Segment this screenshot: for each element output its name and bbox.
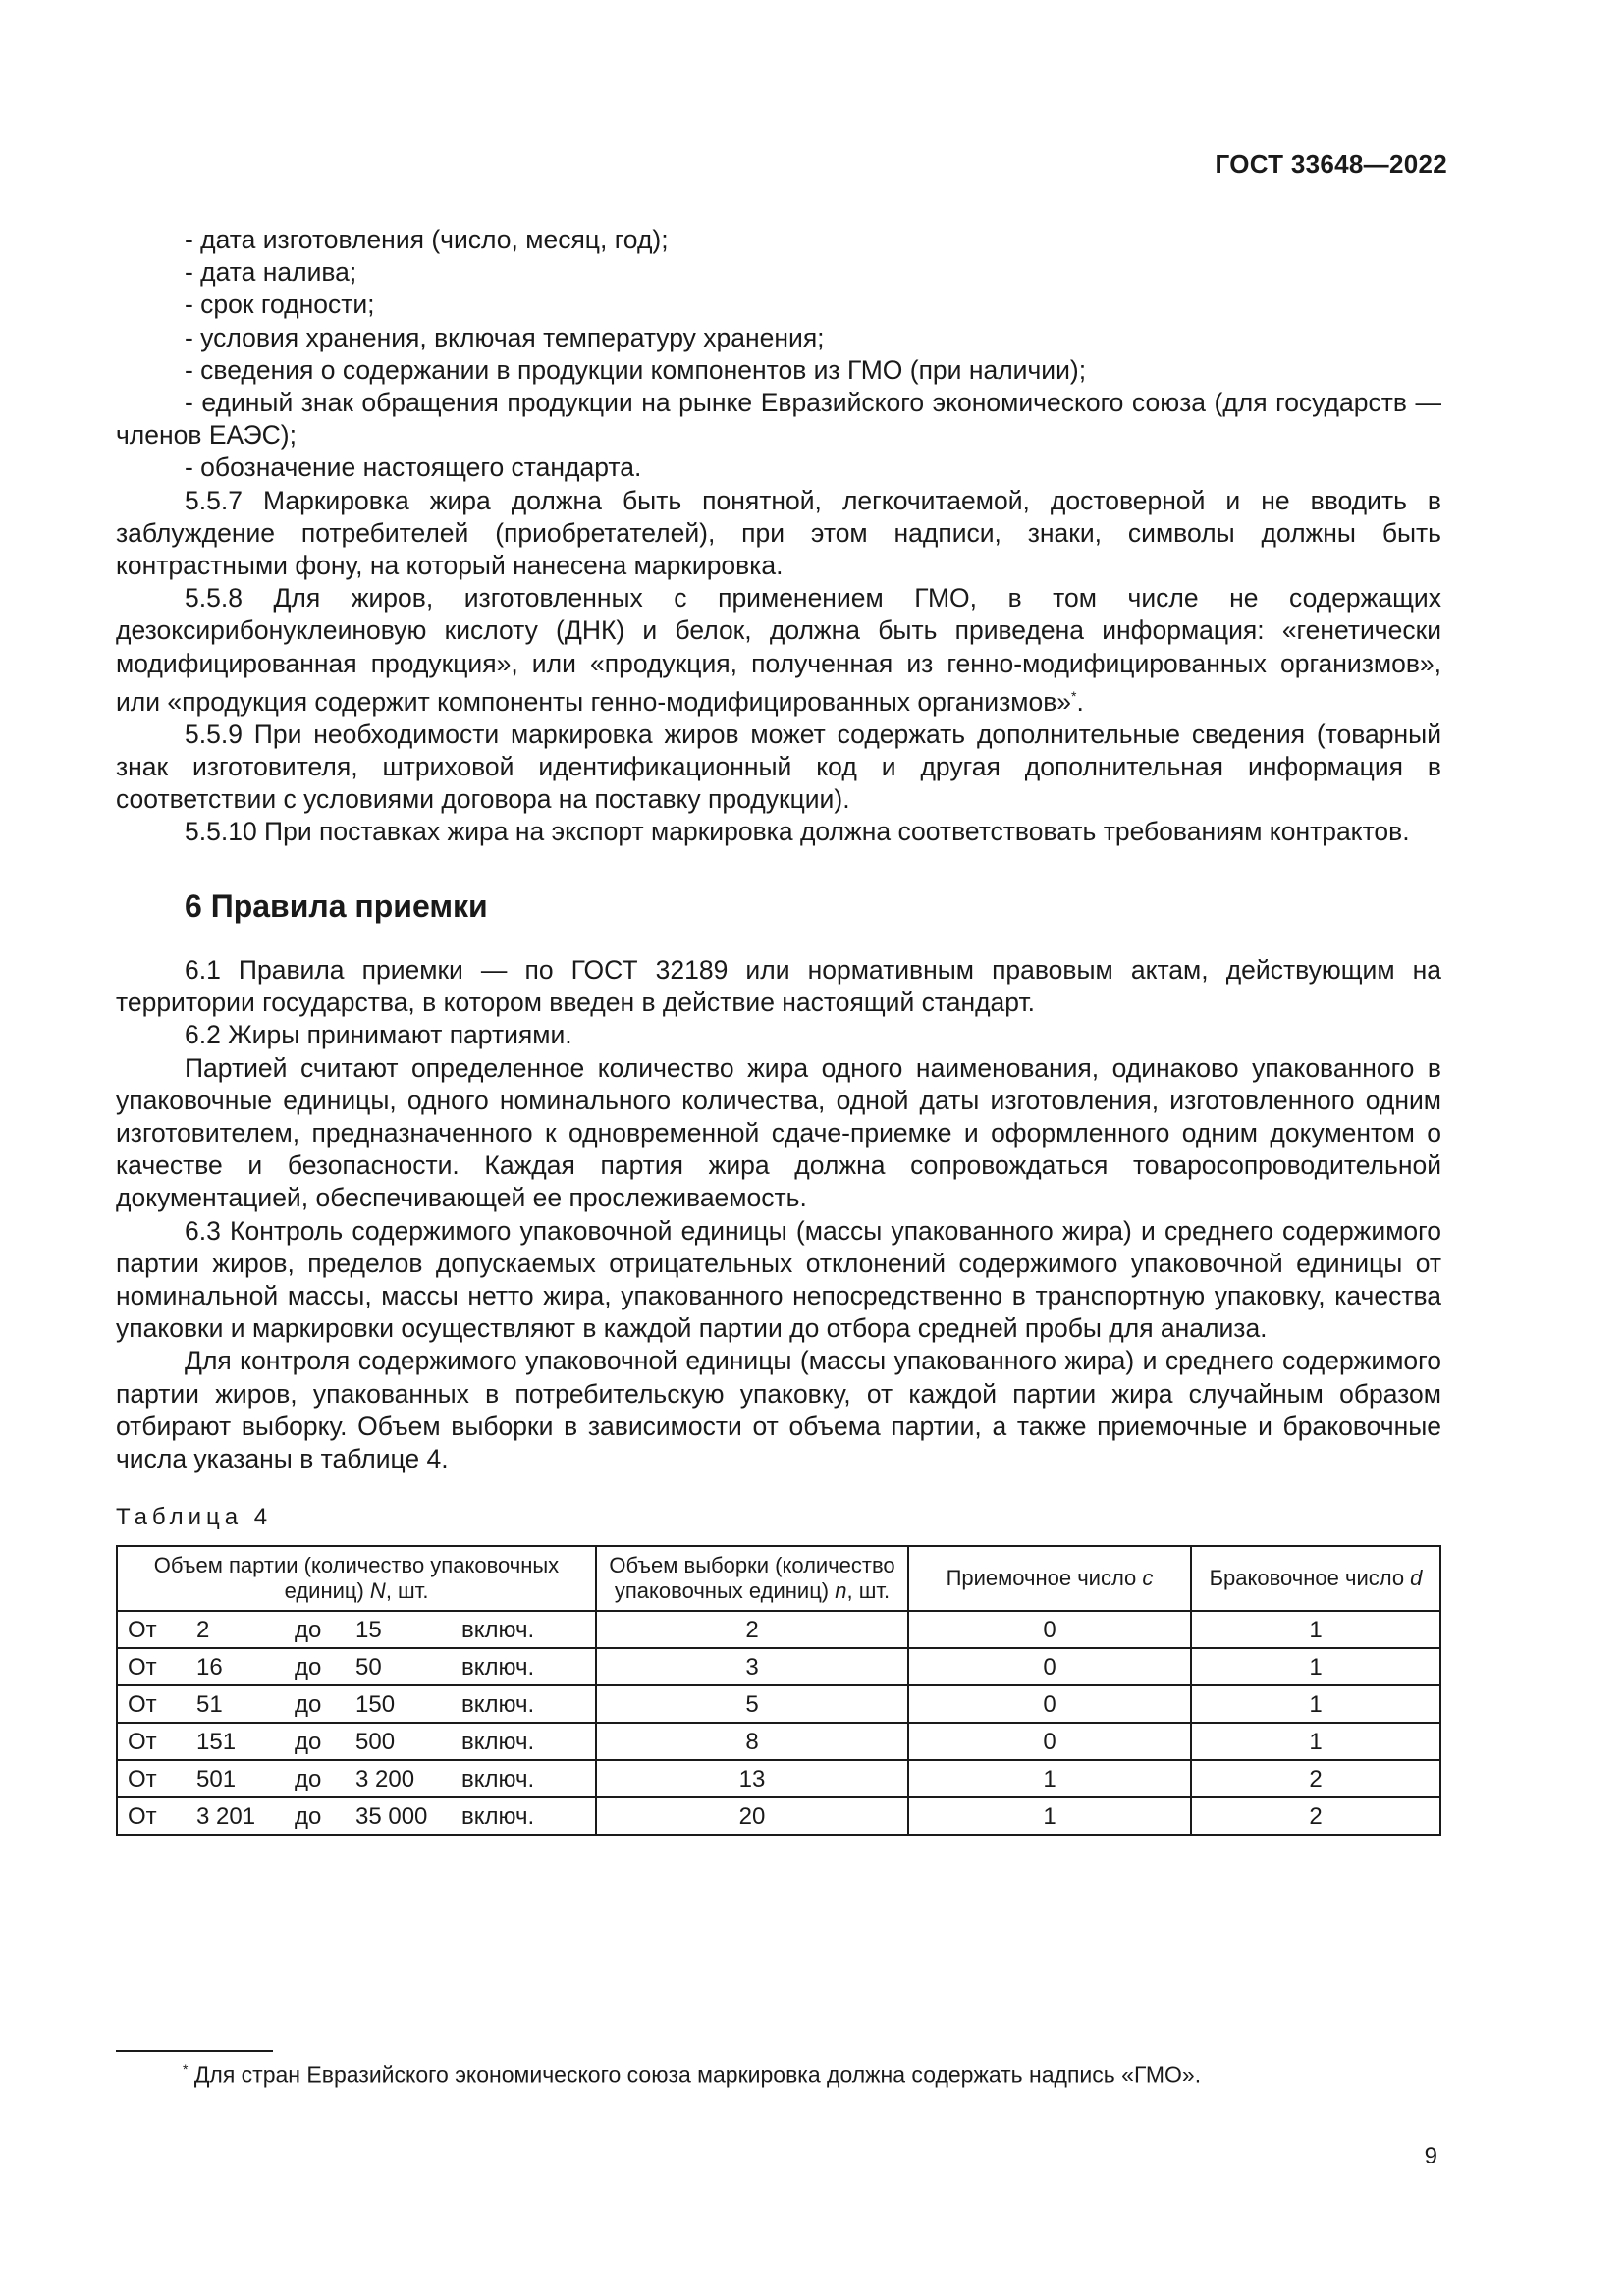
range-max: 3 200 [355, 1765, 415, 1792]
range-from: От [128, 1653, 157, 1681]
standard-code-header: ГОСТ 33648—2022 [1215, 149, 1447, 179]
lot-range [128, 1614, 585, 1646]
list-item: - дата налива; [185, 257, 357, 288]
range-max: 500 [355, 1728, 396, 1755]
range-to: до [295, 1765, 322, 1792]
cell-acceptance-number: 0 [908, 1648, 1191, 1685]
cell-acceptance-number: 0 [908, 1611, 1191, 1648]
table-4 [116, 1545, 1441, 1836]
range-inclusive: включ. [461, 1616, 535, 1643]
range-from: От [128, 1616, 157, 1643]
list-item: - единый знак обращения продукции на рынке Евразийского экономического союза (для государств — членов ЕАЭС); [116, 388, 1441, 451]
cell-sample-size: 8 [596, 1723, 908, 1760]
cell-sample-size: 3 [596, 1648, 908, 1685]
range-from: От [128, 1765, 157, 1792]
cell-rejection-number: 1 [1191, 1685, 1440, 1723]
footnote-mark: * [183, 2061, 189, 2077]
range-to: до [295, 1690, 322, 1718]
range-inclusive: включ. [461, 1728, 535, 1755]
table-header-row [117, 1546, 1440, 1611]
paragraph-5-5-9: 5.5.9 При необходимости маркировка жиров может содержать дополнительные сведения (товарный знак изготовителя, штриховой идентификационный код и другая дополнительная информация в соответствии с условиями договора на поставку продукции). [116, 719, 1441, 815]
header-lot-size-text: Объем партии (количество упаковочных единиц) [153, 1553, 560, 1604]
range-inclusive: включ. [461, 1653, 535, 1681]
footnote-divider [116, 2050, 273, 2052]
header-sample-size-var: n [835, 1578, 847, 1604]
header-lot-size [117, 1546, 596, 1611]
footnote-ref-mark: * [1071, 687, 1077, 704]
list-item: - обозначение настоящего стандарта. [185, 453, 642, 483]
lot-range [128, 1800, 585, 1833]
range-max: 150 [355, 1690, 396, 1718]
list-item: - сведения о содержании в продукции компонентов из ГМО (при наличии); [185, 354, 1087, 385]
header-acceptance-text: Приемочное число [946, 1566, 1143, 1591]
table-row [117, 1648, 1440, 1685]
range-from: От [128, 1690, 157, 1718]
range-max: 50 [355, 1653, 382, 1681]
cell-acceptance-number: 0 [908, 1723, 1191, 1760]
list-item: - срок годности; [185, 290, 375, 320]
table-row [117, 1723, 1440, 1760]
header-rejection-number [1191, 1546, 1440, 1611]
range-min: 501 [196, 1765, 237, 1792]
paragraph-lot-definition: Партией считают определенное количество жира одного наименования, одинаково упакованного в упаковочные единицы, одного номинального количества, одной даты изготовления, изготовленного одним изготовителем, предназначенного к одновременной сдаче-приемке и оформленного одним документом о качестве и безопасности. Каждая партия жира должна сопровождаться товаросопроводительной документацией, обеспечивающей ее прослеживаемость. [116, 1052, 1441, 1213]
lot-range [128, 1651, 585, 1683]
range-to: до [295, 1616, 322, 1643]
cell-rejection-number: 1 [1191, 1611, 1440, 1648]
header-sample-size-unit: , шт. [846, 1578, 891, 1604]
paragraph-5-5-8-end: . [1076, 686, 1084, 717]
cell-rejection-number: 1 [1191, 1648, 1440, 1685]
footnote-text: Для стран Евразийского экономического союза маркировка должна содержать надпись «ГМО». [188, 2061, 1202, 2088]
range-to: до [295, 1653, 322, 1681]
header-rejection-var: d [1410, 1566, 1423, 1591]
header-lot-size-var: N [369, 1578, 386, 1604]
header-lot-size-unit: , шт. [385, 1578, 429, 1604]
range-to: до [295, 1802, 322, 1830]
list-item: - условия хранения, включая температуру хранения; [185, 322, 825, 352]
lot-range [128, 1763, 585, 1795]
paragraph-5-5-10: 5.5.10 При поставках жира на экспорт маркировка должна соответствовать требованиям контрактов. [185, 817, 1410, 847]
range-min: 3 201 [196, 1802, 256, 1830]
cell-sample-size: 2 [596, 1611, 908, 1648]
range-min: 2 [196, 1616, 210, 1643]
cell-rejection-number: 2 [1191, 1760, 1440, 1797]
paragraph-sampling: Для контроля содержимого упаковочной единицы (массы упакованного жира) и среднего содержимого партии жиров, упакованных в потребительскую упаковку, от каждой партии жира случайным образом отбирают выборку. Объем выборки в зависимости от объема партии, а также приемочные и браковочные числа указаны в таблице 4. [116, 1346, 1441, 1473]
footnote [183, 2061, 1201, 2089]
cell-lot-range [117, 1611, 596, 1648]
table-row [117, 1760, 1440, 1797]
paragraph-6-3: 6.3 Контроль содержимого упаковочной единицы (массы упакованного жира) и среднего содержимого партии жиров, пределов допускаемых отрицательных отклонений содержимого упаковочной единицы от номинальной массы, массы нетто жира, упакованного непосредственно в транспортную упаковку, качества упаковки и маркировки осуществляют в каждой партии до отбора средней пробы для анализа. [116, 1215, 1441, 1344]
cell-rejection-number: 2 [1191, 1797, 1440, 1835]
range-min: 151 [196, 1728, 237, 1755]
lot-range [128, 1688, 585, 1721]
labeling-list [116, 224, 1441, 485]
header-sample-size-text: Объем выборки (количество упаковочных единиц) [609, 1553, 895, 1604]
header-rejection-text: Браковочное число [1209, 1566, 1411, 1591]
cell-rejection-number: 1 [1191, 1723, 1440, 1760]
range-inclusive: включ. [461, 1765, 535, 1792]
cell-sample-size: 13 [596, 1760, 908, 1797]
table-body [117, 1611, 1440, 1835]
page-number: 9 [1424, 2143, 1437, 2169]
range-max: 35 000 [355, 1802, 428, 1830]
cell-lot-range [117, 1797, 596, 1835]
cell-lot-range [117, 1685, 596, 1723]
cell-lot-range [117, 1723, 596, 1760]
paragraph-5-5-7: 5.5.7 Маркировка жира должна быть понятной, легкочитаемой, достоверной и не вводить в заблуждение потребителей (приобретателей), при этом надписи, знаки, символы должны быть контрастными фону, на который нанесена маркировка. [116, 485, 1441, 581]
header-acceptance-number [908, 1546, 1191, 1611]
header-sample-size [596, 1546, 908, 1611]
range-min: 51 [196, 1690, 223, 1718]
table-row [117, 1797, 1440, 1835]
paragraph-6-2: 6.2 Жиры принимают партиями. [185, 1020, 572, 1050]
range-to: до [295, 1728, 322, 1755]
cell-acceptance-number: 1 [908, 1760, 1191, 1797]
paragraph-5-5-8-text: 5.5.8 Для жиров, изготовленных с применением ГМО, в том числе не содержащих дезоксирибонуклеиновую кислоту (ДНК) и белок, должна быть приведена информация: «генетически модифицированная продукция», или «продукция, полученная из генно-модифицированных организмов», или «продукция содержит компоненты генно-модифицированных организмов» [116, 583, 1441, 717]
header-acceptance-var: c [1142, 1566, 1154, 1591]
cell-lot-range [117, 1648, 596, 1685]
list-item: - дата изготовления (число, месяц, год); [185, 225, 669, 254]
paragraph-6-1: 6.1 Правила приемки — по ГОСТ 32189 или нормативным правовым актам, действующим на территории государства, в котором введен в действие настоящий стандарт. [116, 954, 1441, 1018]
range-inclusive: включ. [461, 1802, 535, 1830]
table-row [117, 1685, 1440, 1723]
cell-acceptance-number: 1 [908, 1797, 1191, 1835]
range-inclusive: включ. [461, 1690, 535, 1718]
paragraph-5-5-8 [116, 582, 1441, 719]
section-6-title: 6 Правила приемки [185, 887, 488, 924]
cell-sample-size: 5 [596, 1685, 908, 1723]
lot-range [128, 1726, 585, 1758]
main-text [116, 224, 1441, 1836]
range-from: От [128, 1802, 157, 1830]
table-caption: Таблица 4 [116, 1504, 273, 1531]
range-min: 16 [196, 1653, 223, 1681]
range-from: От [128, 1728, 157, 1755]
cell-acceptance-number: 0 [908, 1685, 1191, 1723]
cell-lot-range [117, 1760, 596, 1797]
cell-sample-size: 20 [596, 1797, 908, 1835]
range-max: 15 [355, 1616, 382, 1643]
table-row [117, 1611, 1440, 1648]
